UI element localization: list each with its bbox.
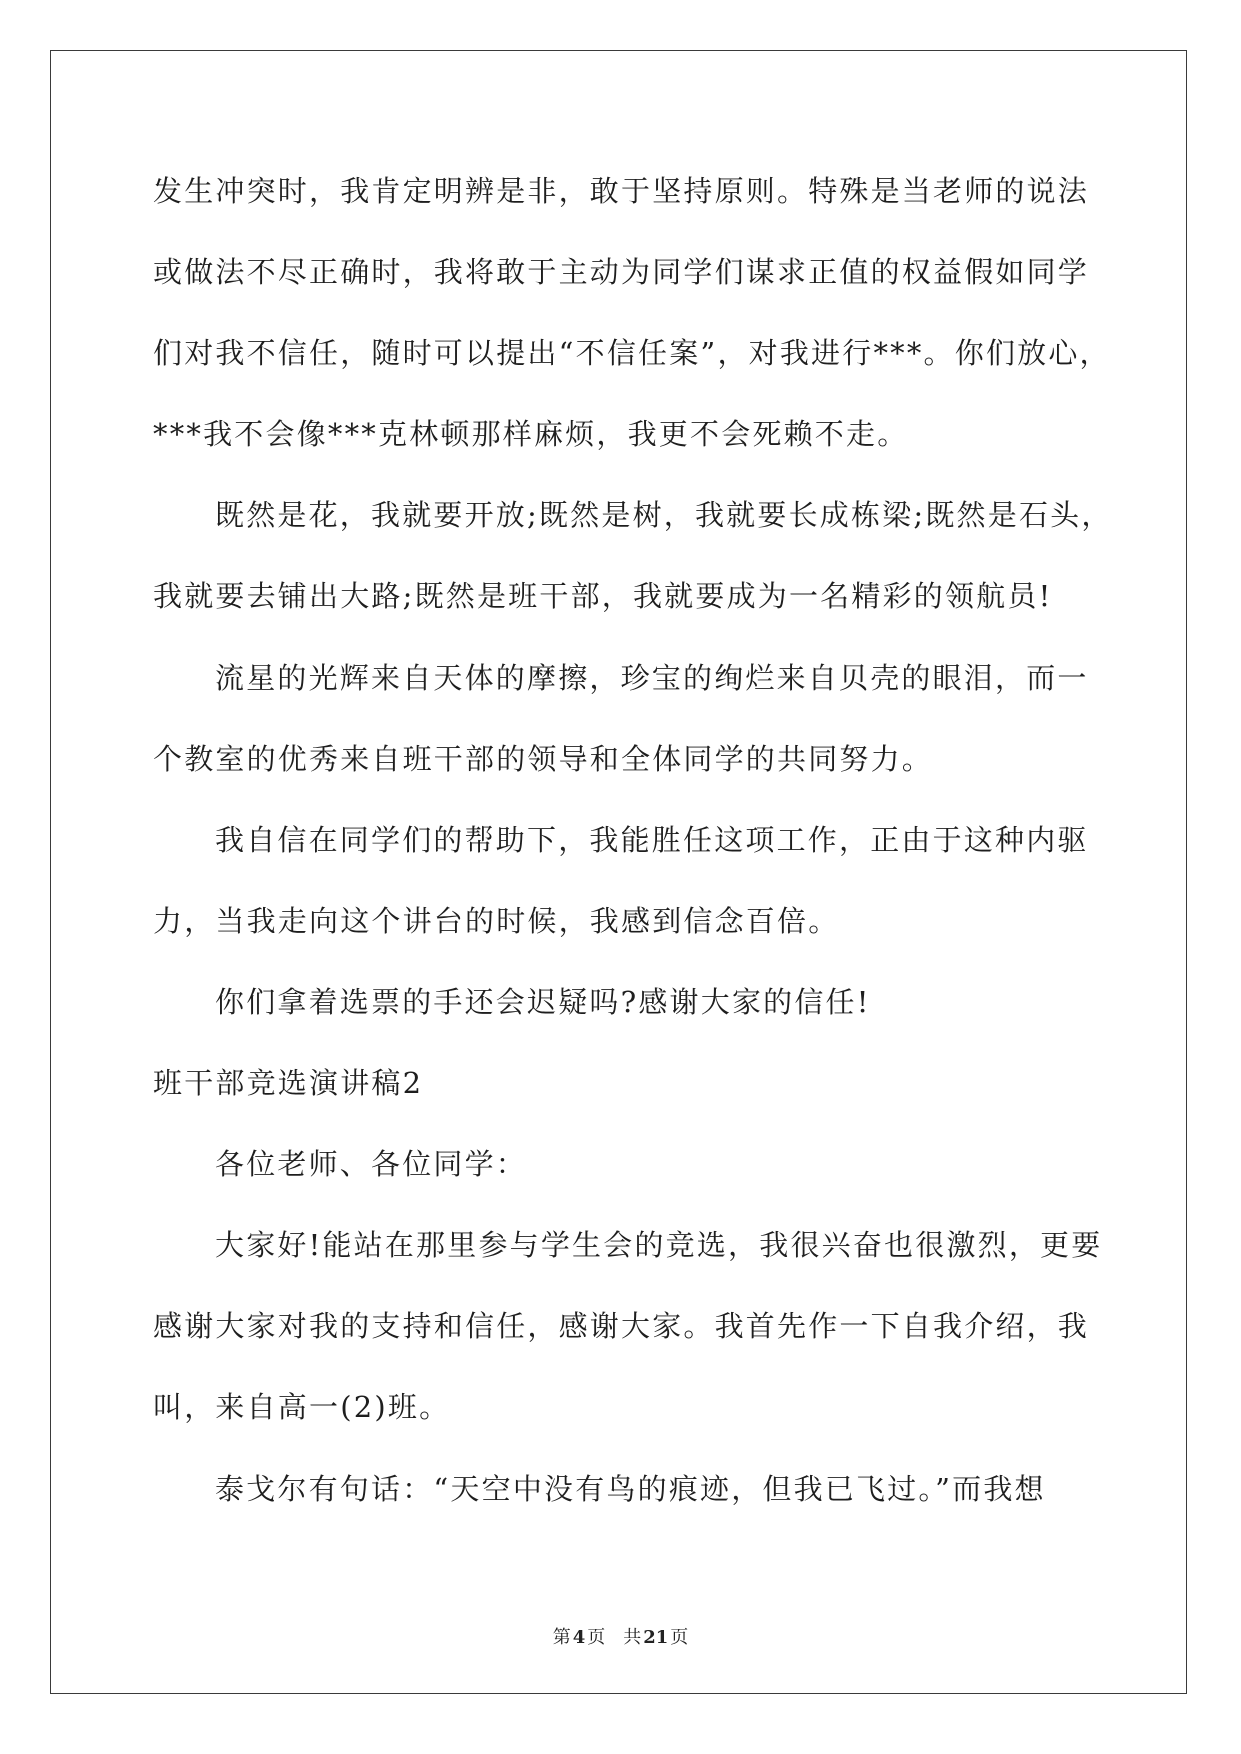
text-line: 们对我不信任，随时可以提出“不信任案”，对我进行***。你们放心， xyxy=(153,336,1111,371)
paragraph-first-line: 我自信在同学们的帮助下，我能胜任这项工作，正由于这种内驱 xyxy=(215,822,1089,857)
page-number: 4 xyxy=(572,1627,586,1648)
text-line: 或做法不尽正确时，我将敢于主动为同学们谋求正值的权益假如同学 xyxy=(153,255,1090,290)
paragraph-first-line: 泰戈尔有句话：“天空中没有鸟的痕迹，但我已飞过。”而我想 xyxy=(215,1471,1046,1506)
total-suffix: 页 xyxy=(670,1627,689,1648)
section-heading: 班干部竞选演讲稿2 xyxy=(153,1066,424,1101)
text-line: 力，当我走向这个讲台的时候，我感到信念百倍。 xyxy=(153,903,840,938)
text-line: 个教室的优秀来自班干部的领导和全体同学的共同努力。 xyxy=(153,741,934,776)
page-footer xyxy=(0,1624,1241,1652)
total-pages: 21 xyxy=(643,1627,669,1648)
page-prefix: 第 xyxy=(552,1627,571,1648)
paragraph-first-line: 大家好!能站在那里参与学生会的竞选，我很兴奋也很激烈，更要 xyxy=(215,1228,1103,1263)
salutation-line: 各位老师、各位同学： xyxy=(215,1147,528,1182)
page-suffix: 页 xyxy=(587,1627,606,1648)
text-line: 发生冲突时，我肯定明辨是非，敢于坚持原则。特殊是当老师的说法 xyxy=(153,174,1090,208)
text-line: 感谢大家对我的支持和信任，感谢大家。我首先作一下自我介绍，我 xyxy=(153,1309,1090,1344)
text-line: 叫，来自高一(2)班。 xyxy=(153,1390,451,1425)
text-line: 我就要去铺出大路;既然是班干部，我就要成为一名精彩的领航员! xyxy=(153,579,1053,614)
document-body xyxy=(153,151,1133,1530)
text-line: ***我不会像***克林顿那样麻烦，我更不会死赖不走。 xyxy=(153,417,909,452)
total-prefix: 共 xyxy=(623,1627,642,1648)
paragraph-first-line: 流星的光辉来自天体的摩擦，珍宝的绚烂来自贝壳的眼泪，而一 xyxy=(215,660,1089,695)
paragraph-first-line: 既然是花，我就要开放;既然是树，我就要长成栋梁;既然是石头， xyxy=(215,498,1113,533)
paragraph-first-line: 你们拿着选票的手还会迟疑吗?感谢大家的信任! xyxy=(215,984,871,1019)
